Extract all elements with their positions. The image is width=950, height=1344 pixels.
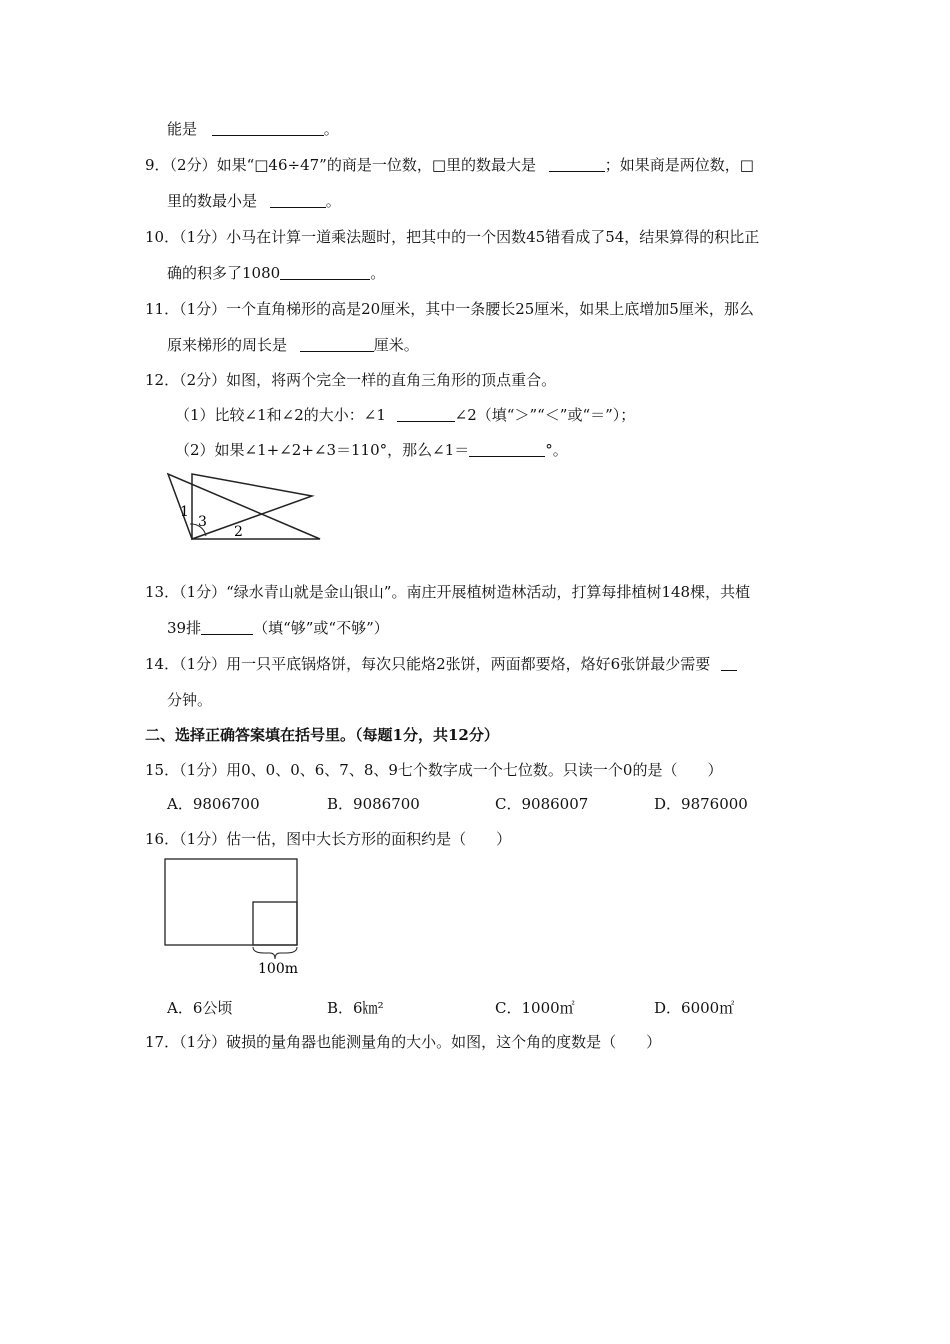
q15-option-c[interactable]: C．9086007 bbox=[495, 795, 589, 813]
q13-end: （填“够”或“不够”） bbox=[253, 619, 389, 637]
q10-end: 。 bbox=[370, 264, 386, 282]
q16-option-b[interactable]: B．6㎞² bbox=[327, 999, 384, 1017]
q12-part1 bbox=[175, 405, 635, 425]
q9-blank-2[interactable] bbox=[270, 193, 326, 208]
q8-answer-blank[interactable] bbox=[212, 121, 324, 136]
q16-option-a[interactable]: A．6公顷 bbox=[167, 999, 233, 1017]
q9-text-b: ；如果商是两位数，□ bbox=[604, 156, 754, 174]
q11-blank[interactable] bbox=[300, 337, 374, 352]
q14-line1 bbox=[145, 654, 737, 674]
q11-line1: 11．（1分）一个直角梯形的高是20厘米，其中一条腰长25厘米，如果上底增加5厘米，那么 bbox=[145, 300, 754, 318]
q13-text: 39排 bbox=[167, 619, 202, 637]
q10-line1: 10．（1分）小马在计算一道乘法题时，把其中的一个因数45错看成了54，结果算得的积比正 bbox=[145, 228, 760, 246]
q8-tail-text: 能是 bbox=[167, 120, 198, 138]
q16-option-c[interactable]: C．1000㎡ bbox=[495, 999, 575, 1017]
angle-3-label: 3 bbox=[198, 514, 207, 530]
q14-blank[interactable] bbox=[721, 656, 737, 671]
q12-blank-1[interactable] bbox=[397, 407, 455, 422]
q12-stem: 12．（2分）如图，将两个完全一样的直角三角形的顶点重合。 bbox=[145, 371, 557, 389]
q12-part2 bbox=[175, 440, 568, 460]
q11-text: 原来梯形的周长是 bbox=[167, 336, 288, 354]
q9-blank-1[interactable] bbox=[549, 157, 605, 172]
q16-rectangle-figure bbox=[164, 858, 304, 982]
q17-stem: 17．（1分）破损的量角器也能测量角的大小。如图，这个角的度数是（ ） bbox=[145, 1033, 662, 1051]
q11-line2 bbox=[167, 335, 419, 355]
q15-option-b[interactable]: B．9086700 bbox=[327, 795, 420, 813]
q10-blank[interactable] bbox=[280, 265, 370, 280]
q14-line2: 分钟。 bbox=[167, 691, 213, 709]
q12-blank-2[interactable] bbox=[469, 442, 545, 457]
small-square bbox=[253, 902, 297, 945]
q13-line2 bbox=[167, 618, 389, 638]
triangle-b bbox=[192, 474, 312, 539]
q9-text-c: 里的数最小是 bbox=[167, 192, 258, 210]
q12-triangles-figure bbox=[160, 470, 330, 550]
q15-option-a[interactable]: A．9806700 bbox=[167, 795, 260, 813]
q13-blank[interactable] bbox=[201, 620, 253, 635]
measure-brace bbox=[253, 947, 297, 959]
measure-label: 100m bbox=[258, 961, 298, 977]
q8-tail-end: 。 bbox=[323, 120, 339, 138]
q10-line2 bbox=[167, 263, 385, 283]
q16-option-d[interactable]: D．6000㎡ bbox=[654, 999, 735, 1017]
q12-part1-end: ∠2（填“＞”“＜”或“＝”）； bbox=[454, 406, 636, 424]
q8-tail-line bbox=[167, 119, 339, 139]
q9-line1 bbox=[145, 155, 754, 175]
q9-text-d: 。 bbox=[325, 192, 341, 210]
q14-text: 14．（1分）用一只平底锅烙饼，每次只能烙2张饼，两面都要烙，烙好6张饼最少需要 bbox=[145, 655, 711, 673]
q9-line2 bbox=[167, 191, 341, 211]
q10-text: 确的积多了1080 bbox=[167, 264, 281, 282]
angle-1-label: 1 bbox=[180, 504, 189, 520]
q12-part1-text: （1）比较∠1和∠2的大小：∠1 bbox=[175, 406, 386, 424]
q13-line1: 13．（1分）“绿水青山就是金山银山”。南庄开展植树造林活动，打算每排植树148棵，共植 bbox=[145, 583, 751, 601]
q12-part2-end: °。 bbox=[545, 441, 568, 459]
q15-option-d[interactable]: D．9876000 bbox=[654, 795, 748, 813]
angle-2-label: 2 bbox=[234, 524, 243, 540]
section-2-heading: 二、选择正确答案填在括号里。（每题1分，共12分） bbox=[145, 726, 499, 744]
q15-stem: 15．（1分）用0、0、0、6、7、8、9七个数字成一个七位数。只读一个0的是（ ） bbox=[145, 761, 723, 779]
q16-stem: 16．（1分）估一估，图中大长方形的面积约是（ ） bbox=[145, 830, 512, 848]
q9-text-a: 9．（2分）如果“□46÷47”的商是一位数，□里的数最大是 bbox=[145, 156, 537, 174]
q12-part2-text: （2）如果∠1+∠2+∠3＝110°，那么∠1＝ bbox=[175, 441, 470, 459]
q11-end: 厘米。 bbox=[373, 336, 419, 354]
